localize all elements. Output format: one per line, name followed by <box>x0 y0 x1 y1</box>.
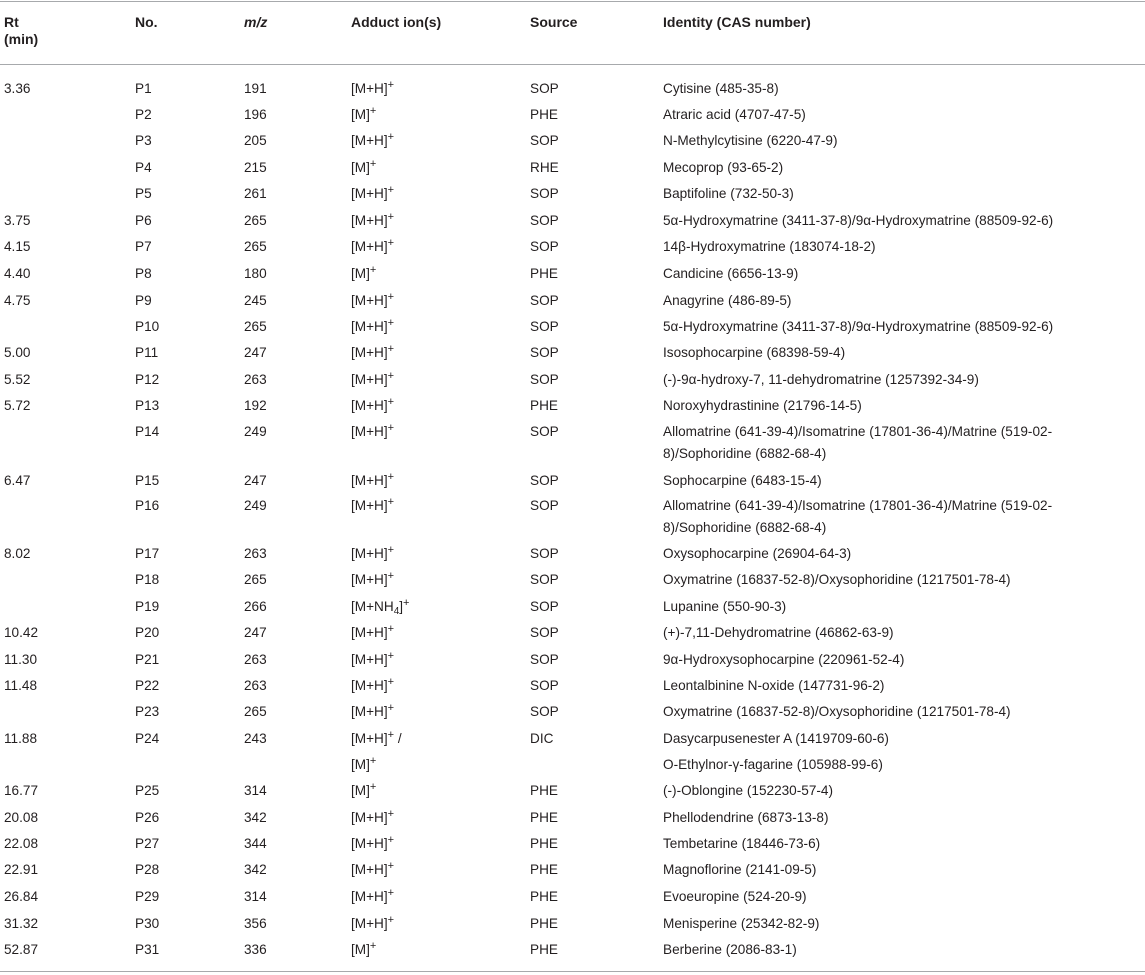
adduct-charge: + <box>387 887 395 899</box>
adduct-charge: + <box>387 79 395 91</box>
cell-identity: 5α-Hydroxymatrine (3411-37-8)/9α-Hydroxymatrine (88509-92-6) <box>663 319 1054 334</box>
adduct-charge: + <box>387 808 395 820</box>
adduct-base: [M+H] <box>351 186 388 201</box>
adduct-base: [M+H] <box>351 862 388 877</box>
cell-mz: 245 <box>244 293 267 308</box>
cell-adduct <box>351 675 394 697</box>
cell-adduct <box>351 939 376 961</box>
adduct-charge: + <box>387 370 395 382</box>
cell-adduct <box>351 596 409 618</box>
adduct-base: [M+H] <box>351 424 388 439</box>
cell-mz: 196 <box>244 107 267 122</box>
adduct-charge: + <box>387 650 395 662</box>
adduct-base: [M+H] <box>351 133 388 148</box>
bottom-rule <box>0 971 1145 972</box>
cell-identity: 14β-Hydroxymatrine (183074-18-2) <box>663 239 876 254</box>
cell-source: SOP <box>530 652 559 667</box>
header-rule <box>0 64 1145 65</box>
adduct-charge: + <box>387 860 395 872</box>
cell-adduct <box>351 157 376 179</box>
cell-identity: Magnoflorine (2141-09-5) <box>663 862 817 877</box>
adduct-charge: + <box>387 291 395 303</box>
cell-mz: 266 <box>244 599 267 614</box>
cell-adduct <box>351 543 394 565</box>
adduct-charge: + <box>387 211 395 223</box>
cell-mz: 192 <box>244 398 267 413</box>
adduct-base: [M+H] <box>351 836 388 851</box>
cell-rt: 20.08 <box>4 810 39 825</box>
cell-identity: N-Methylcytisine (6220-47-9) <box>663 133 838 148</box>
adduct-charge: + <box>387 702 395 714</box>
adduct-base: [M+H] <box>351 889 388 904</box>
cell-no: P10 <box>135 319 160 334</box>
cell-identity: Mecoprop (93-65-2) <box>663 160 784 175</box>
cell-identity: Sophocarpine (6483-15-4) <box>663 473 822 488</box>
cell-rt: 11.30 <box>4 652 38 667</box>
cell-rt: 3.36 <box>4 81 31 96</box>
cell-source: SOP <box>530 372 559 387</box>
adduct-charge: + <box>369 940 377 952</box>
adduct-base: [M+H] <box>351 704 388 719</box>
cell-mz: 342 <box>244 862 267 877</box>
cell-mz: 265 <box>244 319 267 334</box>
cell-source: DIC <box>530 731 554 746</box>
cell-mz: 205 <box>244 133 267 148</box>
cell-source: PHE <box>530 916 558 931</box>
adduct-charge: + <box>387 237 395 249</box>
cell-rt: 4.40 <box>4 266 31 281</box>
header-rt <box>4 14 38 48</box>
cell-mz: 265 <box>244 704 267 719</box>
cell-source: SOP <box>530 678 559 693</box>
cell-adduct <box>351 495 394 517</box>
cell-identity: Phellodendrine (6873-13-8) <box>663 810 829 825</box>
cell-adduct <box>351 316 394 338</box>
cell-identity: Oxysophocarpine (26904-64-3) <box>663 546 852 561</box>
cell-no: P17 <box>135 546 160 561</box>
cell-source: PHE <box>530 942 558 957</box>
cell-mz: 191 <box>244 81 267 96</box>
adduct-base: [M+H] <box>351 293 388 308</box>
cell-identity: Evoeuropine (524-20-9) <box>663 889 807 904</box>
header-mz: m/z <box>244 14 268 30</box>
cell-no: P16 <box>135 498 160 513</box>
cell-source: SOP <box>530 319 559 334</box>
cell-source: SOP <box>530 213 559 228</box>
adduct-base: [M] <box>351 757 370 772</box>
header-identity: Identity (CAS number) <box>663 14 811 30</box>
adduct-base: [M+H] <box>351 473 388 488</box>
cell-no: P8 <box>135 266 152 281</box>
cell-adduct <box>351 130 394 152</box>
cell-identity: Cytisine (485-35-8) <box>663 81 779 96</box>
cell-no: P31 <box>135 942 160 957</box>
cell-identity: Dasycarpusenester A (1419709-60-6) <box>663 731 889 746</box>
cell-adduct <box>351 728 402 750</box>
cell-source: RHE <box>530 160 559 175</box>
cell-adduct <box>351 833 394 855</box>
cell-identity: Isosophocarpine (68398-59-4) <box>663 345 846 360</box>
cell-source: PHE <box>530 398 558 413</box>
adduct-base: [M+H] <box>351 810 388 825</box>
cell-identity: Leontalbinine N-oxide (147731-96-2) <box>663 678 885 693</box>
cell-rt: 31.32 <box>4 916 39 931</box>
adduct-charge: + <box>387 544 395 556</box>
cell-rt: 4.15 <box>4 239 31 254</box>
adduct-base: [M+H] <box>351 652 388 667</box>
cell-adduct <box>351 183 394 205</box>
cell-adduct <box>351 421 394 443</box>
cell-mz: 344 <box>244 836 267 851</box>
cell-adduct <box>351 342 394 364</box>
cell-no: P29 <box>135 889 160 904</box>
cell-adduct <box>351 395 394 417</box>
cell-source: PHE <box>530 889 558 904</box>
cell-no: P14 <box>135 424 160 439</box>
cell-rt: 22.08 <box>4 836 39 851</box>
adduct-charge: + <box>387 131 395 143</box>
cell-rt: 5.72 <box>4 398 31 413</box>
cell-identity: 9α-Hydroxysophocarpine (220961-52-4) <box>663 652 905 667</box>
cell-no: P11 <box>135 345 159 360</box>
cell-mz: 336 <box>244 942 267 957</box>
cell-no: P22 <box>135 678 160 693</box>
cell-no: P7 <box>135 239 152 254</box>
adduct-charge: + <box>387 729 395 741</box>
adduct-base: [M] <box>351 160 370 175</box>
cell-adduct <box>351 78 394 100</box>
adduct-base: [M+H] <box>351 916 388 931</box>
cell-mz: 263 <box>244 372 267 387</box>
header-rt-line2: (min) <box>4 31 39 47</box>
adduct-base: [M] <box>351 266 370 281</box>
cell-rt: 5.52 <box>4 372 31 387</box>
cell-source: SOP <box>530 424 559 439</box>
cell-no: P26 <box>135 810 160 825</box>
cell-no: P6 <box>135 213 152 228</box>
adduct-charge: + <box>387 184 395 196</box>
cell-source: PHE <box>530 836 558 851</box>
adduct-base: [M+H] <box>351 678 388 693</box>
cell-identity: Tembetarine (18446-73-6) <box>663 836 821 851</box>
cell-source: SOP <box>530 345 559 360</box>
cell-identity: O-Ethylnor-γ-fagarine (105988-99-6) <box>663 757 883 772</box>
cell-source: PHE <box>530 783 558 798</box>
adduct-charge: + <box>369 105 377 117</box>
adduct-base: [M+H] <box>351 372 388 387</box>
cell-adduct <box>351 780 376 802</box>
cell-no: P2 <box>135 107 152 122</box>
cell-no: P13 <box>135 398 160 413</box>
cell-source: SOP <box>530 572 559 587</box>
cell-adduct <box>351 369 394 391</box>
cell-rt: 8.02 <box>4 546 31 561</box>
cell-rt: 11.88 <box>4 731 38 746</box>
cell-mz: 249 <box>244 498 267 513</box>
cell-no: P12 <box>135 372 160 387</box>
cell-mz: 314 <box>244 889 267 904</box>
cell-no: P18 <box>135 572 160 587</box>
cell-source: SOP <box>530 704 559 719</box>
adduct-base: [M+H] <box>351 319 388 334</box>
cell-mz: 243 <box>244 731 267 746</box>
cell-mz: 247 <box>244 345 267 360</box>
cell-mz: 247 <box>244 473 267 488</box>
cell-mz: 265 <box>244 572 267 587</box>
cell-no: P24 <box>135 731 160 746</box>
cell-rt: 4.75 <box>4 293 31 308</box>
cell-adduct <box>351 263 376 285</box>
cell-no: P20 <box>135 625 160 640</box>
cell-mz: 249 <box>244 424 267 439</box>
adduct-charge: + <box>387 623 395 635</box>
adduct-base: [M+H] <box>351 345 388 360</box>
adduct-charge: + <box>387 396 395 408</box>
header-no: No. <box>135 14 158 30</box>
cell-adduct <box>351 210 394 232</box>
cell-adduct <box>351 886 394 908</box>
cell-rt: 3.75 <box>4 213 31 228</box>
cell-rt: 52.87 <box>4 942 39 957</box>
cell-rt: 5.00 <box>4 345 31 360</box>
cell-rt: 11.48 <box>4 678 38 693</box>
cell-identity: (+)-7,11-Dehydromatrine (46862-63-9) <box>663 625 894 640</box>
adduct-charge: + <box>387 676 395 688</box>
cell-adduct <box>351 649 394 671</box>
cell-rt: 10.42 <box>4 625 39 640</box>
cell-adduct <box>351 807 394 829</box>
header-rt-line1: Rt <box>4 14 19 30</box>
cell-source: SOP <box>530 498 559 513</box>
cell-mz: 247 <box>244 625 267 640</box>
adduct-charge: + <box>369 264 377 276</box>
cell-identity: Anagyrine (486-89-5) <box>663 293 792 308</box>
adduct-separator: / <box>394 731 402 746</box>
adduct-base: [M] <box>351 942 370 957</box>
adduct-charge: + <box>369 781 377 793</box>
adduct-charge: + <box>387 422 395 434</box>
adduct-charge: + <box>403 597 410 609</box>
adduct-charge: + <box>387 570 395 582</box>
cell-mz: 265 <box>244 239 267 254</box>
adduct-charge: + <box>387 343 395 355</box>
adduct-base: [M+H] <box>351 81 388 96</box>
cell-no: P27 <box>135 836 160 851</box>
cell-mz: 263 <box>244 678 267 693</box>
adduct-base: [M+H] <box>351 546 388 561</box>
adduct-base: [M+NH <box>351 599 394 614</box>
cell-adduct <box>351 569 394 591</box>
cell-identity: (-)-9α-hydroxy-7, 11-dehydromatrine (1257392-34-9) <box>663 372 979 387</box>
cell-source: PHE <box>530 266 558 281</box>
cell-source: SOP <box>530 546 559 561</box>
cell-no: P28 <box>135 862 160 877</box>
cell-no: P23 <box>135 704 160 719</box>
adduct-charge: + <box>387 496 395 508</box>
cell-identity: Berberine (2086-83-1) <box>663 942 797 957</box>
adduct-close: ] <box>399 599 404 614</box>
cell-adduct <box>351 470 394 492</box>
cell-identity: Oxymatrine (16837-52-8)/Oxysophoridine (1217501-78-4) <box>663 572 1011 587</box>
cell-mz: 356 <box>244 916 267 931</box>
adduct-charge: + <box>387 471 395 483</box>
cell-identity: 5α-Hydroxymatrine (3411-37-8)/9α-Hydroxymatrine (88509-92-6) <box>663 213 1054 228</box>
cell-adduct <box>351 622 394 644</box>
cell-no: P1 <box>135 81 152 96</box>
cell-no: P4 <box>135 160 152 175</box>
adduct-base: [M+H] <box>351 239 388 254</box>
cell-mz: 263 <box>244 652 267 667</box>
adduct-charge: + <box>369 158 377 170</box>
adduct-base: [M+H] <box>351 498 388 513</box>
cell-identity: Atraric acid (4707-47-5) <box>663 107 806 122</box>
cell-adduct <box>351 290 394 312</box>
cell-source: SOP <box>530 625 559 640</box>
cell-mz: 265 <box>244 213 267 228</box>
cell-source: SOP <box>530 239 559 254</box>
adduct-base: [M+H] <box>351 398 388 413</box>
cell-identity: Lupanine (550-90-3) <box>663 599 787 614</box>
adduct-base: [M+H] <box>351 213 388 228</box>
cell-mz: 314 <box>244 783 267 798</box>
top-rule <box>0 1 1145 2</box>
cell-identity: Allomatrine (641-39-4)/Isomatrine (17801-36-4)/Matrine (519-02-8)/Sophoridine (6882-68-4) <box>663 498 1053 535</box>
cell-rt: 6.47 <box>4 473 31 488</box>
cell-no: P30 <box>135 916 160 931</box>
cell-source: SOP <box>530 599 559 614</box>
cell-source: SOP <box>530 473 559 488</box>
cell-identity: Baptifoline (732-50-3) <box>663 186 794 201</box>
cell-source: SOP <box>530 293 559 308</box>
cell-source: PHE <box>530 810 558 825</box>
cell-no: P21 <box>135 652 160 667</box>
cell-adduct <box>351 859 394 881</box>
cell-no: P15 <box>135 473 160 488</box>
cell-rt: 26.84 <box>4 889 39 904</box>
cell-no: P25 <box>135 783 160 798</box>
cell-adduct <box>351 236 394 258</box>
cell-identity: Allomatrine (641-39-4)/Isomatrine (17801-36-4)/Matrine (519-02-8)/Sophoridine (6882-68-4) <box>663 424 1053 461</box>
adduct-base: [M+H] <box>351 572 388 587</box>
cell-no: P3 <box>135 133 152 148</box>
cell-no: P9 <box>135 293 152 308</box>
cell-identity: (-)-Oblongine (152230-57-4) <box>663 783 834 798</box>
cell-identity: Noroxyhydrastinine (21796-14-5) <box>663 398 862 413</box>
cell-source: SOP <box>530 133 559 148</box>
adduct-charge: + <box>387 317 395 329</box>
cell-mz: 342 <box>244 810 267 825</box>
adduct-base: [M] <box>351 107 370 122</box>
adduct-base: [M+H] <box>351 625 388 640</box>
cell-adduct <box>351 754 376 776</box>
cell-adduct <box>351 104 376 126</box>
cell-mz: 263 <box>244 546 267 561</box>
cell-mz: 180 <box>244 266 267 281</box>
cell-source: SOP <box>530 81 559 96</box>
cell-rt: 16.77 <box>4 783 39 798</box>
cell-no: P19 <box>135 599 160 614</box>
adduct-base: [M] <box>351 783 370 798</box>
cell-adduct <box>351 701 394 723</box>
cell-mz: 261 <box>244 186 267 201</box>
cell-source: PHE <box>530 862 558 877</box>
header-source: Source <box>530 14 578 30</box>
cell-identity: Oxymatrine (16837-52-8)/Oxysophoridine (1217501-78-4) <box>663 704 1011 719</box>
cell-mz: 215 <box>244 160 267 175</box>
adduct-charge: + <box>387 834 395 846</box>
cell-identity: Candicine (6656-13-9) <box>663 266 799 281</box>
adduct-subscript: 4 <box>393 606 400 617</box>
adduct-base: [M+H] <box>351 731 388 746</box>
cell-rt: 22.91 <box>4 862 39 877</box>
cell-no: P5 <box>135 186 152 201</box>
cell-adduct <box>351 913 394 935</box>
header-adduct: Adduct ion(s) <box>351 14 442 30</box>
adduct-charge: + <box>387 914 395 926</box>
adduct-charge: + <box>369 755 377 767</box>
cell-source: SOP <box>530 186 559 201</box>
cell-source: PHE <box>530 107 558 122</box>
cell-identity: Menisperine (25342-82-9) <box>663 916 820 931</box>
